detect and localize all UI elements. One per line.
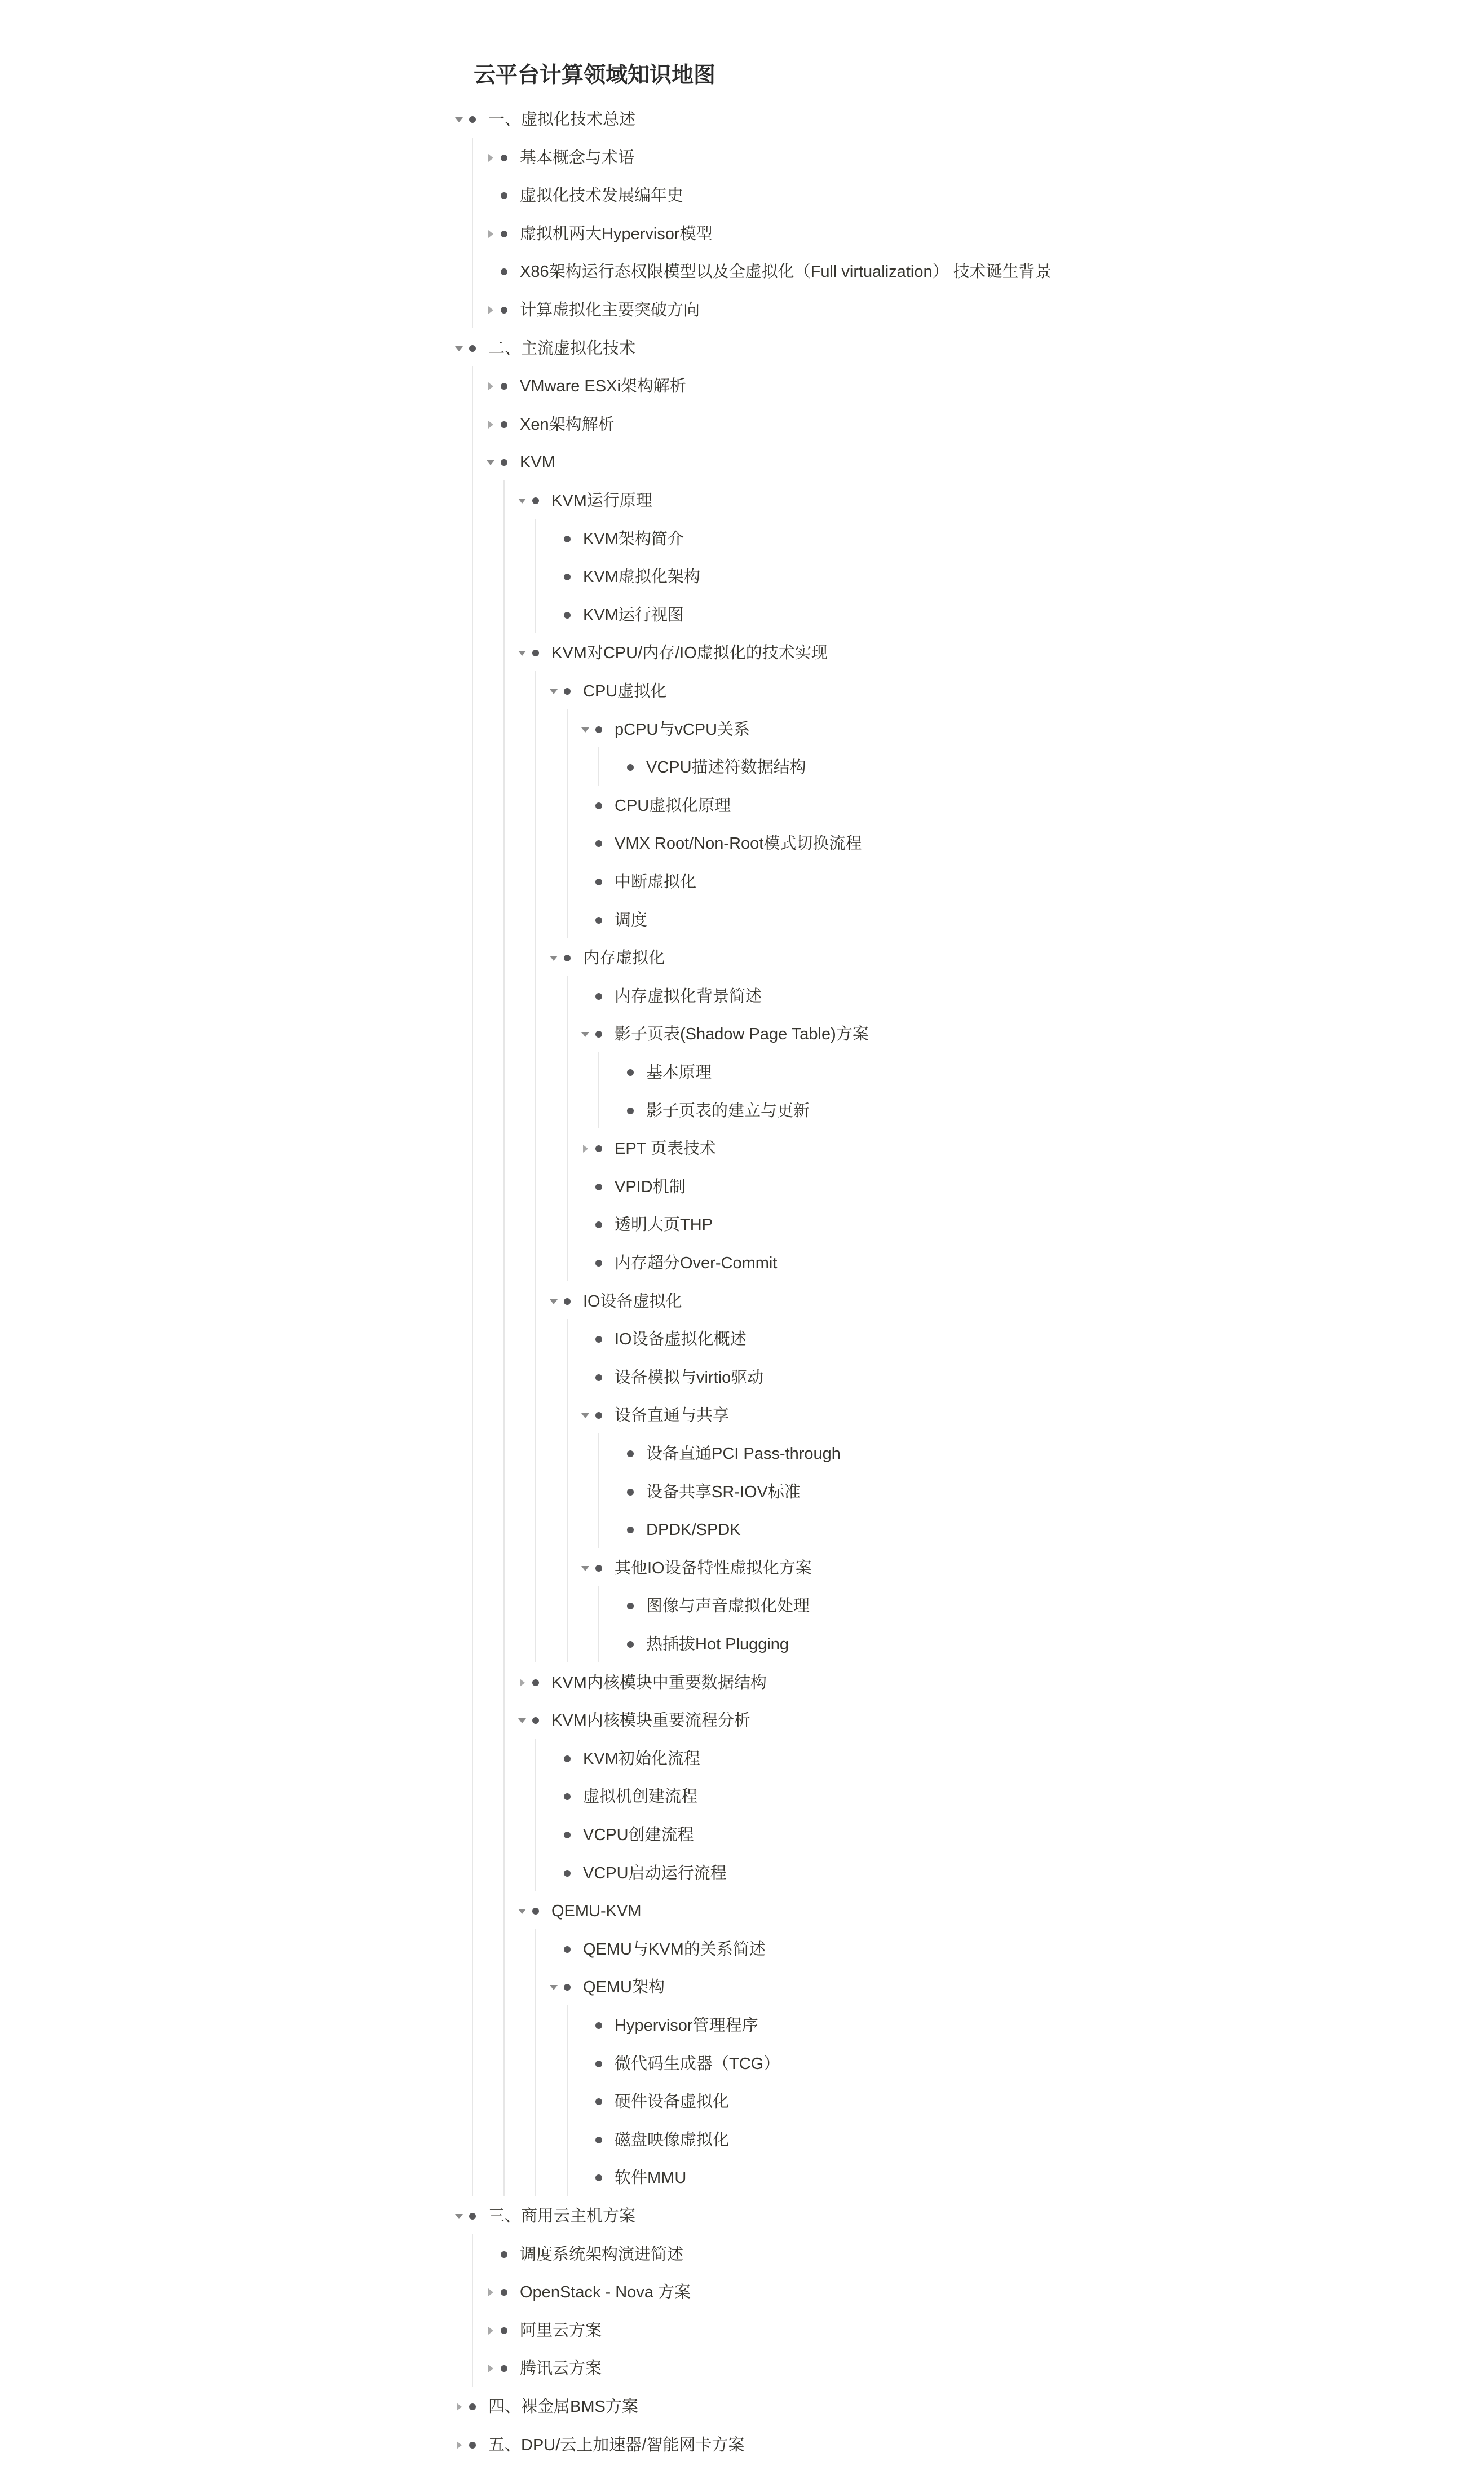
expand-triangle-icon[interactable] bbox=[514, 1675, 530, 1691]
outline-item-label[interactable]: 影子页表(Shadow Page Table)方案 bbox=[615, 1025, 869, 1044]
collapse-triangle-icon[interactable] bbox=[577, 1408, 593, 1423]
collapse-triangle-icon[interactable] bbox=[451, 2208, 467, 2224]
outline-item-label[interactable]: 基本原理 bbox=[646, 1064, 712, 1082]
outline-item-label[interactable]: VCPU创建流程 bbox=[583, 1826, 694, 1844]
indent-guide-line bbox=[535, 671, 536, 1662]
outline-item-label[interactable]: 虚拟化技术发展编年史 bbox=[520, 187, 684, 205]
outline-item-label[interactable]: 图像与声音虚拟化处理 bbox=[646, 1597, 810, 1616]
indent-guide-line bbox=[472, 138, 473, 328]
outline-item-label[interactable]: OpenStack - Nova 方案 bbox=[520, 2283, 691, 2302]
bullet-dot-icon[interactable] bbox=[595, 1374, 602, 1381]
outline-item-label[interactable]: VMware ESXi架构解析 bbox=[520, 377, 686, 396]
outline-item-label[interactable]: IO设备虚拟化概述 bbox=[615, 1330, 747, 1349]
bullet-dot-icon[interactable] bbox=[469, 345, 476, 352]
outline-item-label[interactable]: 设备共享SR-IOV标准 bbox=[646, 1483, 801, 1501]
outline-item-label[interactable]: 设备直通与共享 bbox=[615, 1406, 730, 1425]
collapse-triangle-icon[interactable] bbox=[546, 1294, 562, 1309]
outline-item-label[interactable]: 透明大页THP bbox=[615, 1216, 713, 1234]
bullet-dot-icon[interactable] bbox=[627, 1069, 634, 1076]
bullet-dot-icon[interactable] bbox=[627, 1108, 634, 1114]
outline-item-label[interactable]: QEMU架构 bbox=[583, 1978, 665, 1997]
bullet-dot-icon[interactable] bbox=[595, 1565, 602, 1572]
outline-item-label[interactable]: 虚拟机两大Hypervisor模型 bbox=[520, 224, 713, 243]
outline-item-label[interactable]: pCPU与vCPU关系 bbox=[615, 720, 750, 739]
bullet-dot-icon[interactable] bbox=[501, 2365, 507, 2372]
indent-guide-line bbox=[504, 480, 505, 2196]
outline-item-label[interactable]: EPT 页表技术 bbox=[615, 1140, 716, 1158]
collapse-triangle-icon[interactable] bbox=[514, 1903, 530, 1919]
bullet-dot-icon[interactable] bbox=[532, 1679, 539, 1686]
collapse-triangle-icon[interactable] bbox=[546, 1979, 562, 1995]
outline-item-label[interactable]: KVM运行视图 bbox=[583, 606, 684, 624]
outline-item-label[interactable]: Xen架构解析 bbox=[520, 415, 615, 434]
expand-triangle-icon[interactable] bbox=[483, 302, 498, 318]
outline-item-label[interactable]: 调度系统架构演进简述 bbox=[520, 2245, 684, 2264]
bullet-dot-icon[interactable] bbox=[627, 1641, 634, 1648]
bullet-dot-icon[interactable] bbox=[501, 383, 507, 390]
outline-item-label[interactable]: 内存虚拟化背景简述 bbox=[615, 987, 762, 1005]
outline-item-label[interactable]: 硬件设备虚拟化 bbox=[615, 2093, 730, 2111]
outline-item-label[interactable]: 影子页表的建立与更新 bbox=[646, 1101, 810, 1120]
expand-triangle-icon[interactable] bbox=[483, 226, 498, 242]
outline-item-label[interactable]: CPU虚拟化 bbox=[583, 682, 667, 700]
bullet-dot-icon[interactable] bbox=[595, 1412, 602, 1419]
indent-guide-line bbox=[567, 1319, 568, 1662]
bullet-dot-icon[interactable] bbox=[469, 2213, 476, 2220]
bullet-dot-icon[interactable] bbox=[564, 688, 571, 695]
collapse-triangle-icon[interactable] bbox=[546, 950, 562, 966]
collapse-triangle-icon[interactable] bbox=[577, 722, 593, 738]
outline-item-label[interactable]: CPU虚拟化原理 bbox=[615, 796, 731, 815]
outline-item-label[interactable]: VCPU启动运行流程 bbox=[583, 1864, 727, 1882]
outline-item-label[interactable]: KVM架构简介 bbox=[583, 530, 684, 548]
bullet-dot-icon[interactable] bbox=[564, 612, 571, 619]
bullet-dot-icon[interactable] bbox=[595, 2022, 602, 2029]
bullet-dot-icon[interactable] bbox=[627, 1450, 634, 1457]
bullet-dot-icon[interactable] bbox=[532, 1717, 539, 1724]
collapse-triangle-icon[interactable] bbox=[546, 683, 562, 699]
collapse-triangle-icon[interactable] bbox=[483, 455, 498, 470]
collapse-triangle-icon[interactable] bbox=[577, 1560, 593, 1576]
bullet-dot-icon[interactable] bbox=[564, 1832, 571, 1838]
bullet-dot-icon[interactable] bbox=[595, 2061, 602, 2067]
indent-guide-line bbox=[535, 1929, 536, 2196]
bullet-dot-icon[interactable] bbox=[595, 1336, 602, 1343]
bullet-dot-icon[interactable] bbox=[564, 1984, 571, 1991]
bullet-dot-icon[interactable] bbox=[595, 2098, 602, 2105]
collapse-triangle-icon[interactable] bbox=[451, 341, 467, 356]
indent-guide-line bbox=[535, 519, 536, 633]
bullet-dot-icon[interactable] bbox=[501, 268, 507, 275]
bullet-dot-icon[interactable] bbox=[469, 116, 476, 123]
outline-item-label[interactable]: QEMU-KVM bbox=[551, 1902, 642, 1921]
outline-item-label[interactable]: KVM内核模块中重要数据结构 bbox=[551, 1673, 767, 1692]
outline-item-label[interactable]: VMX Root/Non-Root模式切换流程 bbox=[615, 835, 862, 853]
collapse-triangle-icon[interactable] bbox=[514, 645, 530, 661]
bullet-dot-icon[interactable] bbox=[564, 536, 571, 542]
indent-guide-line bbox=[567, 709, 568, 938]
outline-item-label[interactable]: VPID机制 bbox=[615, 1177, 686, 1196]
expand-triangle-icon[interactable] bbox=[451, 2399, 467, 2415]
bullet-dot-icon[interactable] bbox=[564, 955, 571, 961]
outline-item-label[interactable]: KVM bbox=[520, 453, 555, 472]
bullet-dot-icon[interactable] bbox=[595, 917, 602, 924]
bullet-dot-icon[interactable] bbox=[595, 840, 602, 847]
outline-item-label[interactable]: 内存超分Over-Commit bbox=[615, 1254, 778, 1272]
indent-guide-line bbox=[535, 1739, 536, 1891]
outline-item-label[interactable]: KVM运行原理 bbox=[551, 492, 652, 510]
outline-item-label[interactable]: Hypervisor管理程序 bbox=[615, 2017, 758, 2035]
outline-item-label[interactable]: KVM虚拟化架构 bbox=[583, 568, 700, 586]
outline-item-label[interactable]: 一、虚拟化技术总述 bbox=[488, 111, 636, 129]
outline-item-label[interactable]: 磁盘映像虚拟化 bbox=[615, 2130, 730, 2149]
bullet-dot-icon[interactable] bbox=[469, 2403, 476, 2410]
bullet-dot-icon[interactable] bbox=[595, 726, 602, 733]
expand-triangle-icon[interactable] bbox=[483, 150, 498, 166]
bullet-dot-icon[interactable] bbox=[595, 879, 602, 885]
outline-item-label[interactable]: KVM对CPU/内存/IO虚拟化的技术实现 bbox=[551, 644, 828, 663]
bullet-dot-icon[interactable] bbox=[564, 1870, 571, 1877]
bullet-dot-icon[interactable] bbox=[501, 459, 507, 466]
outline-item-label[interactable]: 软件MMU bbox=[615, 2169, 687, 2187]
expand-triangle-icon[interactable] bbox=[483, 417, 498, 433]
bullet-dot-icon[interactable] bbox=[501, 421, 507, 428]
bullet-dot-icon[interactable] bbox=[564, 574, 571, 580]
bullet-dot-icon[interactable] bbox=[501, 192, 507, 199]
bullet-dot-icon[interactable] bbox=[501, 2327, 507, 2334]
indent-guide-line bbox=[472, 366, 473, 2196]
bullet-dot-icon[interactable] bbox=[469, 2442, 476, 2449]
outline-item-label[interactable]: DPDK/SPDK bbox=[646, 1521, 741, 1540]
bullet-dot-icon[interactable] bbox=[501, 307, 507, 314]
outline-item-label[interactable]: IO设备虚拟化 bbox=[583, 1292, 682, 1311]
bullet-dot-icon[interactable] bbox=[627, 1603, 634, 1609]
outline-item-label[interactable]: 设备模拟与virtio驱动 bbox=[615, 1368, 764, 1387]
outline-item-label[interactable]: 其他IO设备特性虚拟化方案 bbox=[615, 1559, 812, 1577]
bullet-dot-icon[interactable] bbox=[532, 497, 539, 504]
collapse-triangle-icon[interactable] bbox=[514, 493, 530, 509]
bullet-dot-icon[interactable] bbox=[595, 1260, 602, 1267]
expand-triangle-icon[interactable] bbox=[577, 1141, 593, 1157]
bullet-dot-icon[interactable] bbox=[564, 1755, 571, 1762]
outline-item-label[interactable]: 设备直通PCI Pass-through bbox=[646, 1445, 841, 1463]
outline-item-label[interactable]: 内存虚拟化 bbox=[583, 949, 665, 968]
expand-triangle-icon[interactable] bbox=[483, 378, 498, 394]
indent-guide-line bbox=[567, 2005, 568, 2196]
outline-item-label[interactable]: 五、DPU/云上加速器/智能网卡方案 bbox=[488, 2436, 745, 2454]
expand-triangle-icon[interactable] bbox=[483, 2323, 498, 2339]
bullet-dot-icon[interactable] bbox=[501, 155, 507, 161]
bullet-dot-icon[interactable] bbox=[564, 1793, 571, 1800]
outline-item-label[interactable]: 基本概念与术语 bbox=[520, 148, 635, 167]
outline-item-label[interactable]: 虚拟机创建流程 bbox=[583, 1788, 698, 1806]
bullet-dot-icon[interactable] bbox=[501, 231, 507, 237]
indent-guide-line bbox=[598, 1586, 599, 1662]
outline-item-label[interactable]: 微代码生成器（TCG） bbox=[615, 2054, 780, 2073]
bullet-dot-icon[interactable] bbox=[627, 1489, 634, 1496]
bullet-dot-icon[interactable] bbox=[501, 2251, 507, 2258]
outline-item-label[interactable]: 四、裸金属BMS方案 bbox=[488, 2398, 638, 2416]
bullet-dot-icon[interactable] bbox=[595, 1031, 602, 1038]
outline-item-label[interactable]: 热插拔Hot Plugging bbox=[646, 1635, 789, 1653]
outline-item-label[interactable]: 二、主流虚拟化技术 bbox=[488, 339, 636, 358]
outline-item-label[interactable]: KVM初始化流程 bbox=[583, 1749, 700, 1768]
indent-guide-line bbox=[567, 976, 568, 1281]
bullet-dot-icon[interactable] bbox=[564, 1946, 571, 1953]
expand-triangle-icon[interactable] bbox=[483, 2284, 498, 2300]
outline-item-label[interactable]: 计算虚拟化主要突破方向 bbox=[520, 301, 700, 319]
outline-item-label[interactable]: 三、商用云主机方案 bbox=[488, 2207, 636, 2225]
outline-item-label[interactable]: VCPU描述符数据结构 bbox=[646, 758, 806, 777]
bullet-dot-icon[interactable] bbox=[564, 1298, 571, 1305]
outline-item-label[interactable]: QEMU与KVM的关系简述 bbox=[583, 1940, 766, 1959]
bullet-dot-icon[interactable] bbox=[595, 1184, 602, 1190]
outline-item-label[interactable]: 阿里云方案 bbox=[520, 2321, 602, 2340]
outline-item-label[interactable]: KVM内核模块重要流程分析 bbox=[551, 1712, 750, 1730]
bullet-dot-icon[interactable] bbox=[595, 993, 602, 1000]
collapse-triangle-icon[interactable] bbox=[577, 1026, 593, 1042]
indent-guide-line bbox=[472, 2234, 473, 2387]
expand-triangle-icon[interactable] bbox=[483, 2361, 498, 2376]
outline-item-label[interactable]: 调度 bbox=[615, 911, 648, 929]
bullet-dot-icon[interactable] bbox=[627, 764, 634, 771]
bullet-dot-icon[interactable] bbox=[595, 1221, 602, 1228]
bullet-dot-icon[interactable] bbox=[532, 650, 539, 656]
bullet-dot-icon[interactable] bbox=[532, 1908, 539, 1915]
bullet-dot-icon[interactable] bbox=[595, 2174, 602, 2181]
outline-item-label[interactable]: 腾讯云方案 bbox=[520, 2359, 602, 2378]
indent-guide-line bbox=[598, 1052, 599, 1128]
outline-item-label[interactable]: 中断虚拟化 bbox=[615, 873, 697, 891]
bullet-dot-icon[interactable] bbox=[501, 2289, 507, 2296]
expand-triangle-icon[interactable] bbox=[451, 2437, 467, 2453]
bullet-dot-icon[interactable] bbox=[595, 802, 602, 809]
indent-guide-line bbox=[598, 1433, 599, 1548]
collapse-triangle-icon[interactable] bbox=[514, 1713, 530, 1728]
collapse-triangle-icon[interactable] bbox=[451, 112, 467, 127]
bullet-dot-icon[interactable] bbox=[595, 2137, 602, 2143]
page-title: 云平台计算领域知识地图 bbox=[474, 63, 716, 87]
outline-item-label[interactable]: X86架构运行态权限模型以及全虚拟化（Full virtualization） 技术诞生背景 bbox=[520, 263, 1052, 281]
bullet-dot-icon[interactable] bbox=[595, 1145, 602, 1152]
indent-guide-line bbox=[598, 747, 599, 786]
bullet-dot-icon[interactable] bbox=[627, 1527, 634, 1533]
